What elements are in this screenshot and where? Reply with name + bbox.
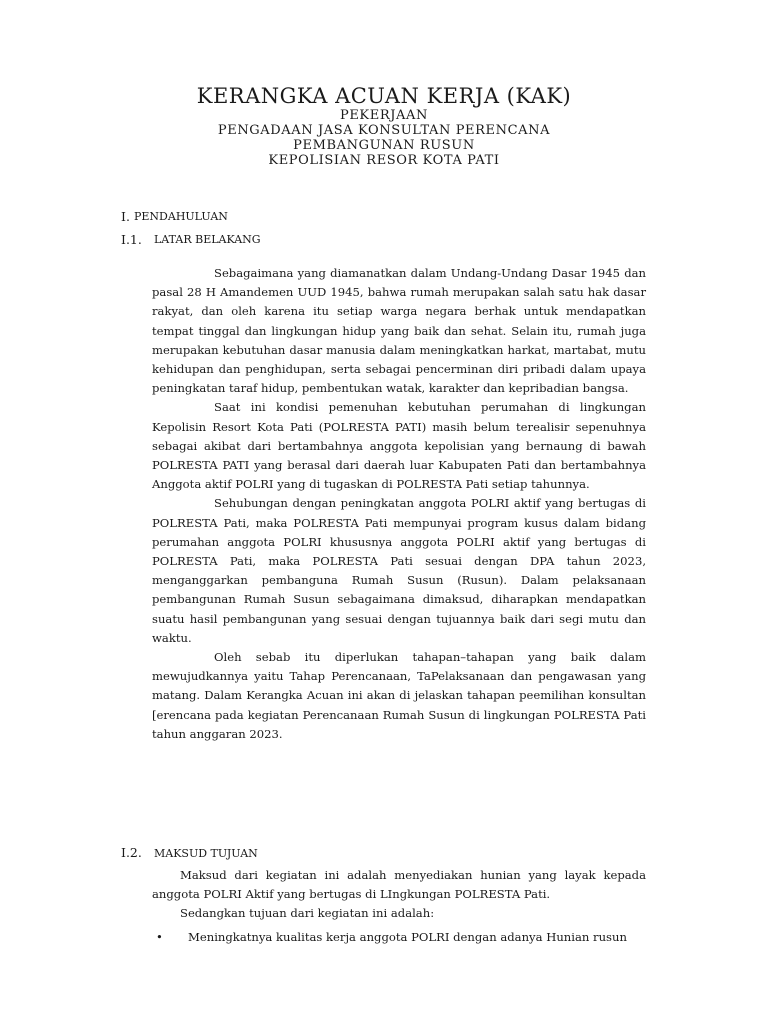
- subtitle-line: PEKERJAAN: [340, 108, 428, 123]
- bullet-icon: •: [156, 930, 163, 944]
- paragraph: Sehubungan dengan peningkatan anggota POLRI aktif yang bertugas di POLRESTA Pati, maka POLRESTA Pati mempunyai program kusus dalam bidang perumahan anggota POLRI khususnya anggota POLRI aktif yang bertugas di POLRESTA Pati, maka POLRESTA Pati sesuai dengan DPA tahun 2023, menganggarkan pembanguna Rumah Susun (Rusun). Dalam pelaksanaan pembangunan Rumah Susun sebagaimana dimaksud, diharapkan mendapatkan suatu hasil pembangunan yang sesuai dengan tujuannya baik dari segi mutu dan waktu.: [152, 496, 646, 645]
- latar-belakang-body: [152, 264, 646, 744]
- section-title: PENDAHULUAN: [134, 210, 228, 223]
- subtitle-line: KEPOLISIAN RESOR KOTA PATI: [268, 153, 500, 168]
- title-block: [0, 84, 768, 168]
- paragraph: Maksud dari kegiatan ini adalah menyediakan hunian yang layak kepada anggota POLRI Aktif yang bertugas di LIngkungan POLRESTA Pati.: [152, 868, 646, 902]
- paragraph: Sedangkan tujuan dari kegiatan ini adalah:: [180, 906, 435, 921]
- subsection-number: I.1.: [121, 232, 142, 247]
- subsection-number: I.2.: [121, 845, 142, 860]
- subsection-title: LATAR BELAKANG: [154, 233, 261, 246]
- subsection-title: MAKSUD TUJUAN: [154, 847, 258, 860]
- subtitle-line: PENGADAAN JASA KONSULTAN PERENCANA: [217, 123, 551, 138]
- paragraph: Sebagaimana yang diamanatkan dalam Undang-Undang Dasar 1945 dan pasal 28 H Amandemen UUD 1945, bahwa rumah merupakan salah satu hak dasar rakyat, dan oleh karena itu setiap warga negara berhak untuk mendapatkan tempat tinggal dan lingkungan hidup yang baik dan sehat. Selain itu, rumah juga merupakan kebutuhan dasar manusia dalam meningkatkan harkat, martabat, mutu kehidupan dan penghidupan, serta sebagai pencerminan diri pribadi dalam upaya peningkatan taraf hidup, pembentukan watak, karakter dan kepribadian bangsa.: [152, 266, 646, 396]
- bullet-text: Meningkatnya kualitas kerja anggota POLRI dengan adanya Hunian rusun: [188, 930, 627, 944]
- maksud-tujuan-body: [152, 866, 646, 924]
- section-number: I.: [121, 209, 130, 224]
- document-title: KERANGKA ACUAN KERJA (KAK): [196, 84, 572, 108]
- paragraph: Saat ini kondisi pemenuhan kebutuhan perumahan di lingkungan Kepolisin Resort Kota Pati (POLRESTA PATI) masih belum terealisir sepenuhnya sebagai akibat dari bertambahnya anggota kepolisian yang bernaung di bawah POLRESTA PATI yang berasal dari daerah luar Kabupaten Pati dan bertambahnya Anggota aktif POLRI yang di tugaskan di POLRESTA Pati setiap tahunnya.: [152, 400, 646, 492]
- paragraph: Oleh sebab itu diperlukan tahapan–tahapan yang baik dalam mewujudkannya yaitu Tahap Perencanaan, TaPelaksanaan dan pengawasan yang matang. Dalam Kerangka Acuan ini akan di jelaskan tahapan peemilihan konsultan [erencana pada kegiatan Perencanaan Rumah Susun di lingkungan POLRESTA Pati tahun anggaran 2023.: [152, 650, 646, 741]
- subtitle-line: PEMBANGUNAN RUSUN: [293, 138, 475, 153]
